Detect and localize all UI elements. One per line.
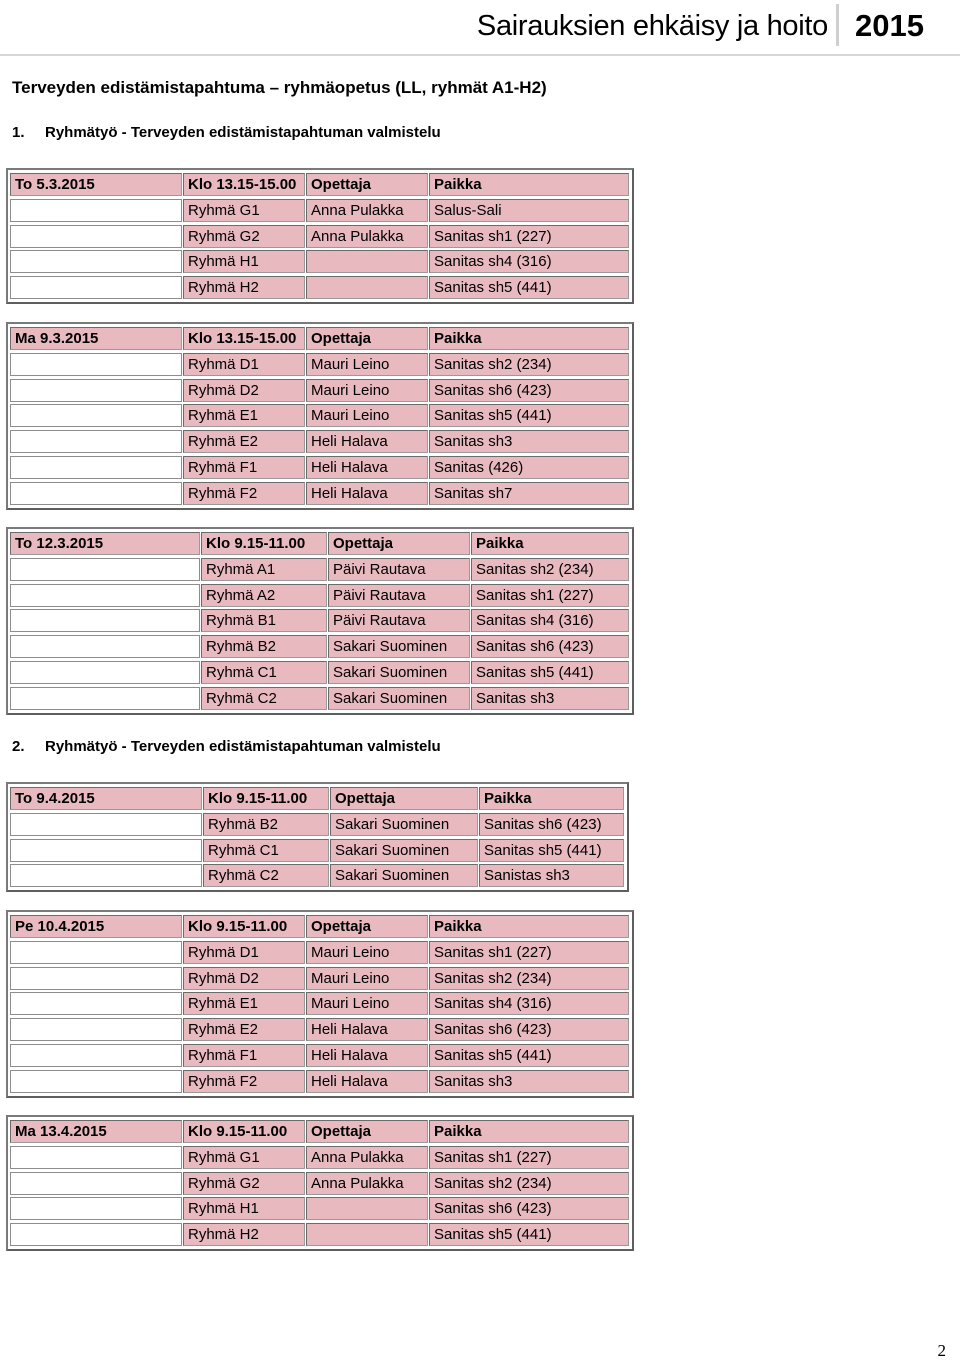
schedule-cell: Päivi Rautava <box>328 558 470 581</box>
section-label: Ryhmätyö - Terveyden edistämistapahtuman valmistelu <box>45 124 441 141</box>
schedule-cell: Ryhmä E2 <box>183 1018 305 1041</box>
schedule-table <box>6 527 634 715</box>
schedule-cell: Anna Pulakka <box>306 199 428 222</box>
schedule-cell: Ryhmä C2 <box>201 687 327 710</box>
schedule-row <box>10 940 630 966</box>
schedule-cell: Anna Pulakka <box>306 1146 428 1169</box>
schedule-row <box>10 1196 630 1222</box>
schedule-row <box>10 991 630 1017</box>
schedule-cell: Mauri Leino <box>306 353 428 376</box>
schedule-cell: Sanitas sh6 (423) <box>471 635 629 658</box>
schedule-header-cell: To 12.3.2015 <box>10 532 200 555</box>
schedule-row <box>10 812 625 838</box>
schedule-cell: Ryhmä G2 <box>183 225 305 248</box>
schedule-cell: Sanitas sh1 (227) <box>429 941 629 964</box>
schedule-header-cell: Ma 9.3.2015 <box>10 327 182 350</box>
schedule-cell: Ryhmä H1 <box>183 250 305 273</box>
schedule-header-cell: Pe 10.4.2015 <box>10 915 182 938</box>
schedule-cell <box>10 558 200 581</box>
schedule-cell: Sanitas sh2 (234) <box>429 967 629 990</box>
schedule-header-cell: Paikka <box>429 173 629 196</box>
header-year: 2015 <box>855 8 924 43</box>
schedule-cell <box>10 1197 182 1220</box>
schedule-cell: Sanitas sh5 (441) <box>479 839 624 862</box>
schedule-header-cell: Opettaja <box>328 532 470 555</box>
schedule-cell: Ryhmä F2 <box>183 482 305 505</box>
schedule-cell: Heli Halava <box>306 1018 428 1041</box>
schedule-header-row <box>10 172 630 198</box>
section-number: 2. <box>12 738 25 755</box>
schedule-cell <box>10 1044 182 1067</box>
schedule-cell: Mauri Leino <box>306 967 428 990</box>
schedule-cell: Ryhmä B2 <box>201 635 327 658</box>
schedule-cell: Ryhmä F1 <box>183 456 305 479</box>
schedule-cell <box>306 276 428 299</box>
schedule-cell: Sanitas sh5 (441) <box>429 1044 629 1067</box>
schedule-cell: Ryhmä B2 <box>203 813 329 836</box>
schedule-table <box>6 168 634 304</box>
schedule-header-row <box>10 326 630 352</box>
schedule-cell: Sakari Suominen <box>328 661 470 684</box>
schedule-cell <box>306 250 428 273</box>
schedule-cell <box>10 1223 182 1246</box>
schedule-cell: Ryhmä G2 <box>183 1172 305 1195</box>
schedule-row <box>10 275 630 301</box>
schedule-cell: Päivi Rautava <box>328 584 470 607</box>
schedule-row <box>10 1043 630 1069</box>
schedule-header-cell: Klo 13.15-15.00 <box>183 327 305 350</box>
schedule-row <box>10 1069 630 1095</box>
schedule-cell: Sakari Suominen <box>330 813 478 836</box>
schedule-cell: Ryhmä C1 <box>203 839 329 862</box>
schedule-cell: Sanitas sh1 (227) <box>471 584 629 607</box>
schedule-table <box>6 322 634 510</box>
schedule-header-cell: Opettaja <box>306 327 428 350</box>
schedule-cell: Päivi Rautava <box>328 609 470 632</box>
schedule-cell <box>10 635 200 658</box>
schedule-cell: Ryhmä F2 <box>183 1070 305 1093</box>
schedule-row <box>10 838 625 864</box>
schedule-cell: Sanitas (426) <box>429 456 629 479</box>
schedule-table <box>6 910 634 1098</box>
schedule-row <box>10 403 630 429</box>
schedule-cell: Sanitas sh7 <box>429 482 629 505</box>
schedule-cell: Sakari Suominen <box>330 839 478 862</box>
schedule-cell: Anna Pulakka <box>306 1172 428 1195</box>
schedule-row <box>10 1017 630 1043</box>
schedule-row <box>10 686 630 712</box>
schedule-cell: Ryhmä A1 <box>201 558 327 581</box>
schedule-cell: Ryhmä F1 <box>183 1044 305 1067</box>
document-title: Terveyden edistämistapahtuma – ryhmäopetus (LL, ryhmät A1-H2) <box>12 78 547 97</box>
schedule-cell: Sanitas sh4 (316) <box>429 250 629 273</box>
schedule-header-cell: Paikka <box>479 787 624 810</box>
schedule-row <box>10 634 630 660</box>
schedule-row <box>10 608 630 634</box>
schedule-row <box>10 1222 630 1248</box>
schedule-cell: Ryhmä H1 <box>183 1197 305 1220</box>
schedule-row <box>10 378 630 404</box>
schedule-cell: Sanitas sh5 (441) <box>429 276 629 299</box>
section-label: Ryhmätyö - Terveyden edistämistapahtuman valmistelu <box>45 738 441 755</box>
schedule-cell <box>306 1223 428 1246</box>
schedule-header-cell: Paikka <box>429 327 629 350</box>
schedule-row <box>10 863 625 889</box>
schedule-cell <box>10 967 182 990</box>
schedule-header-cell: Paikka <box>471 532 629 555</box>
schedule-row <box>10 481 630 507</box>
schedule-cell: Ryhmä E2 <box>183 430 305 453</box>
schedule-cell <box>10 813 202 836</box>
schedule-table <box>6 1115 634 1251</box>
schedule-cell: Sanitas sh3 <box>471 687 629 710</box>
schedule-cell: Heli Halava <box>306 430 428 453</box>
schedule-header-cell: Opettaja <box>306 915 428 938</box>
schedule-cell: Heli Halava <box>306 1044 428 1067</box>
schedule-cell: Sanitas sh1 (227) <box>429 225 629 248</box>
schedule-header-row <box>10 1119 630 1145</box>
schedule-cell <box>10 430 182 453</box>
schedule-cell: Ryhmä H2 <box>183 276 305 299</box>
schedule-header-cell: To 9.4.2015 <box>10 787 202 810</box>
schedule-cell: Ryhmä C1 <box>201 661 327 684</box>
schedule-cell: Sanitas sh3 <box>429 1070 629 1093</box>
schedule-cell: Sakari Suominen <box>330 864 478 887</box>
schedule-cell <box>10 864 202 887</box>
schedule-cell: Ryhmä D1 <box>183 941 305 964</box>
schedule-header-cell: To 5.3.2015 <box>10 173 182 196</box>
schedule-cell: Sanitas sh6 (423) <box>479 813 624 836</box>
schedule-row <box>10 583 630 609</box>
schedule-header-cell: Klo 13.15-15.00 <box>183 173 305 196</box>
schedule-header-cell: Paikka <box>429 915 629 938</box>
schedule-table <box>6 782 629 892</box>
schedule-cell <box>10 1146 182 1169</box>
schedule-cell: Anna Pulakka <box>306 225 428 248</box>
schedule-cell: Sanitas sh4 (316) <box>471 609 629 632</box>
schedule-header-row <box>10 914 630 940</box>
schedule-cell: Ryhmä D1 <box>183 353 305 376</box>
schedule-cell <box>10 1070 182 1093</box>
schedule-cell <box>10 353 182 376</box>
schedule-cell: Sanitas sh5 (441) <box>471 661 629 684</box>
schedule-row <box>10 1171 630 1197</box>
schedule-cell: Ryhmä A2 <box>201 584 327 607</box>
schedule-cell: Sanitas sh1 (227) <box>429 1146 629 1169</box>
schedule-cell: Sanitas sh6 (423) <box>429 1197 629 1220</box>
schedule-cell: Ryhmä G1 <box>183 1146 305 1169</box>
schedule-cell <box>10 404 182 427</box>
schedule-cell: Mauri Leino <box>306 379 428 402</box>
schedule-header-cell: Opettaja <box>306 1120 428 1143</box>
schedule-header-row <box>10 786 625 812</box>
schedule-cell <box>10 839 202 862</box>
schedule-cell: Salus-Sali <box>429 199 629 222</box>
schedule-cell: Ryhmä B1 <box>201 609 327 632</box>
schedule-cell <box>10 225 182 248</box>
schedule-cell: Sanitas sh3 <box>429 430 629 453</box>
header-separator <box>836 4 839 46</box>
header-title: Sairauksien ehkäisy ja hoito <box>476 10 828 42</box>
schedule-header-cell: Klo 9.15-11.00 <box>203 787 329 810</box>
schedule-cell: Ryhmä D2 <box>183 967 305 990</box>
schedule-cell: Ryhmä D2 <box>183 379 305 402</box>
schedule-cell: Sanitas sh5 (441) <box>429 1223 629 1246</box>
schedule-row <box>10 557 630 583</box>
schedule-row <box>10 224 630 250</box>
schedule-cell <box>10 584 200 607</box>
schedule-row <box>10 1145 630 1171</box>
schedule-header-cell: Klo 9.15-11.00 <box>183 915 305 938</box>
schedule-cell: Ryhmä E1 <box>183 992 305 1015</box>
schedule-cell <box>10 199 182 222</box>
schedule-cell: Mauri Leino <box>306 992 428 1015</box>
schedule-cell: Ryhmä G1 <box>183 199 305 222</box>
schedule-header-cell: Opettaja <box>306 173 428 196</box>
schedule-cell: Ryhmä E1 <box>183 404 305 427</box>
section-heading-1 <box>12 124 441 141</box>
schedule-header-cell: Ma 13.4.2015 <box>10 1120 182 1143</box>
schedule-cell <box>10 1018 182 1041</box>
page-header <box>0 0 960 56</box>
schedule-cell: Heli Halava <box>306 1070 428 1093</box>
schedule-cell: Sanitas sh5 (441) <box>429 404 629 427</box>
schedule-cell: Heli Halava <box>306 456 428 479</box>
schedule-cell <box>10 609 200 632</box>
schedule-header-cell: Opettaja <box>330 787 478 810</box>
schedule-cell <box>10 456 182 479</box>
header-rule <box>0 54 960 56</box>
schedule-cell: Sanistas sh3 <box>479 864 624 887</box>
schedule-row <box>10 455 630 481</box>
section-heading-2 <box>12 738 441 755</box>
schedule-header-cell: Klo 9.15-11.00 <box>201 532 327 555</box>
page-number: 2 <box>937 1341 946 1360</box>
schedule-row <box>10 429 630 455</box>
schedule-cell <box>10 250 182 273</box>
schedule-cell: Mauri Leino <box>306 404 428 427</box>
schedule-cell <box>10 1172 182 1195</box>
schedule-cell: Sanitas sh6 (423) <box>429 379 629 402</box>
schedule-cell: Ryhmä H2 <box>183 1223 305 1246</box>
schedule-header-row <box>10 531 630 557</box>
schedule-cell <box>10 687 200 710</box>
schedule-cell: Sanitas sh6 (423) <box>429 1018 629 1041</box>
schedule-cell: Sakari Suominen <box>328 687 470 710</box>
schedule-cell <box>306 1197 428 1220</box>
section-number: 1. <box>12 124 25 141</box>
schedule-cell <box>10 379 182 402</box>
schedule-cell: Sanitas sh2 (234) <box>429 1172 629 1195</box>
schedule-cell <box>10 276 182 299</box>
schedule-cell <box>10 941 182 964</box>
schedule-row <box>10 352 630 378</box>
schedule-cell: Mauri Leino <box>306 941 428 964</box>
schedule-row <box>10 660 630 686</box>
schedule-cell: Sanitas sh4 (316) <box>429 992 629 1015</box>
schedule-cell <box>10 482 182 505</box>
schedule-row <box>10 249 630 275</box>
schedule-cell <box>10 992 182 1015</box>
schedule-cell: Sanitas sh2 (234) <box>471 558 629 581</box>
schedule-header-cell: Klo 9.15-11.00 <box>183 1120 305 1143</box>
schedule-row <box>10 198 630 224</box>
schedule-cell: Sakari Suominen <box>328 635 470 658</box>
schedule-cell: Sanitas sh2 (234) <box>429 353 629 376</box>
schedule-cell <box>10 661 200 684</box>
schedule-row <box>10 966 630 992</box>
schedule-header-cell: Paikka <box>429 1120 629 1143</box>
schedule-cell: Heli Halava <box>306 482 428 505</box>
schedule-cell: Ryhmä C2 <box>203 864 329 887</box>
